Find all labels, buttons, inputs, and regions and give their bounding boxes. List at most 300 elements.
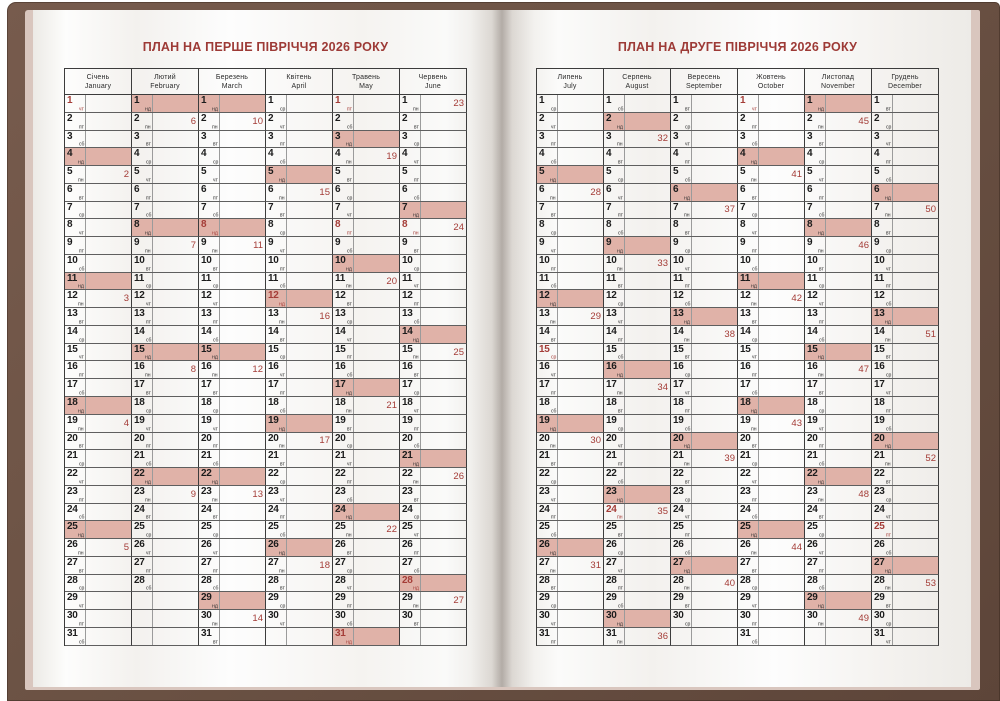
week-number: 49: [858, 613, 869, 625]
day-cell: [400, 468, 467, 486]
day-number-box: [333, 290, 354, 307]
weekday-label: пт: [550, 515, 556, 521]
notes-area: [354, 610, 399, 627]
day-number-box: [65, 113, 86, 130]
day-cell: [537, 397, 604, 415]
day-number-box: [604, 255, 625, 272]
weekday-label: ср: [818, 533, 824, 539]
day-cell: [65, 344, 132, 362]
day-cell: [199, 184, 266, 202]
day-cell: [400, 184, 467, 202]
day-number: 19: [539, 414, 550, 426]
notes-area: [86, 148, 131, 165]
notes-area: [692, 539, 737, 556]
weekday-label: вт: [146, 142, 151, 148]
empty-cell: [671, 628, 738, 646]
weekday-label: нд: [684, 319, 690, 325]
day-number: 13: [673, 308, 684, 320]
weekday-label: вт: [685, 355, 690, 361]
weekday-label: вт: [280, 337, 285, 343]
day-cell: [199, 628, 266, 646]
day-cell: [199, 397, 266, 415]
day-number-box: [872, 326, 893, 343]
day-number-box: [872, 521, 893, 538]
day-number: 1: [740, 95, 746, 106]
week-number: 19: [386, 151, 397, 163]
day-number-box: [805, 219, 826, 236]
day-number: 3: [539, 130, 545, 142]
notes-area: [86, 521, 131, 538]
day-number: 15: [807, 343, 818, 355]
weekday-label: нд: [818, 604, 824, 610]
weekday-label: вт: [752, 195, 757, 201]
month-name-uk: Травень: [351, 73, 381, 81]
day-number: 14: [807, 325, 818, 337]
week-number: 50: [925, 204, 936, 216]
day-cell: [872, 273, 939, 291]
day-number-box: [738, 148, 759, 165]
day-number: 1: [268, 95, 274, 106]
weekday-label: нд: [617, 248, 623, 254]
notes-area: [86, 273, 131, 290]
day-number: 5: [539, 166, 545, 178]
day-number-box: [805, 628, 826, 645]
weekday-label: вт: [347, 550, 352, 556]
day-cell: [738, 113, 805, 131]
day-number: 10: [134, 254, 145, 266]
day-number-box: [805, 504, 826, 521]
notes-area: [220, 468, 265, 485]
notes-area: [759, 415, 804, 432]
weekday-label: пт: [212, 195, 218, 201]
day-cell: [65, 202, 132, 220]
notes-area: [692, 379, 737, 396]
weekday-label: вт: [819, 142, 824, 148]
day-cell: [872, 184, 939, 202]
day-number-box: [65, 397, 86, 414]
notes-area: [220, 326, 265, 343]
day-cell: [65, 148, 132, 166]
weekday-label: чт: [685, 515, 690, 521]
day-number: 30: [673, 610, 684, 622]
day-cell: [671, 166, 738, 184]
day-number: 4: [201, 148, 207, 160]
weekday-label: нд: [684, 568, 690, 574]
day-number: 29: [673, 592, 684, 604]
day-cell: [65, 95, 132, 113]
weekday-label: нд: [751, 533, 757, 539]
month-name-uk: Червень: [418, 73, 448, 81]
day-number-box: [266, 504, 287, 521]
weekday-label: сб: [818, 461, 824, 468]
day-number: 18: [740, 397, 751, 409]
notes-area: [86, 539, 131, 556]
day-number-box: [604, 592, 625, 609]
week-number: 48: [858, 488, 869, 500]
day-cell: [400, 344, 467, 362]
notes-area: [86, 415, 131, 432]
day-number: 27: [539, 556, 550, 568]
day-cell: [604, 255, 671, 273]
day-number-box: [805, 237, 826, 254]
notes-area: [692, 326, 737, 343]
day-number: 12: [539, 290, 550, 302]
day-number-box: [738, 610, 759, 627]
day-number-box: [132, 131, 153, 148]
day-number: 22: [201, 468, 212, 480]
notes-area: [625, 397, 670, 414]
day-number-box: [872, 131, 893, 148]
weekday-label: сб: [346, 124, 352, 130]
weekday-label: нд: [818, 479, 824, 485]
month-name-uk: Квітень: [286, 73, 312, 81]
day-cell: [604, 610, 671, 628]
day-number-box: [872, 433, 893, 450]
notes-area: [86, 468, 131, 485]
weekday-label: ср: [617, 550, 623, 556]
day-number: 6: [402, 183, 408, 195]
day-cell: [872, 415, 939, 433]
weekday-label: пт: [550, 390, 556, 397]
notes-area: [625, 521, 670, 538]
day-number: 29: [874, 592, 885, 604]
day-cell: [400, 113, 467, 131]
day-cell: [537, 290, 604, 308]
weekday-label: ср: [684, 621, 690, 627]
weekday-label: сб: [550, 533, 556, 539]
weekday-label: пн: [885, 337, 891, 343]
day-cell: [400, 433, 467, 451]
day-number: 16: [606, 361, 617, 373]
day-number: 29: [201, 592, 212, 604]
day-cell: [65, 486, 132, 504]
day-cell: [872, 504, 939, 522]
notes-area: [692, 113, 737, 130]
day-number: 2: [606, 112, 612, 124]
day-cell: [738, 95, 805, 113]
day-number-box: [604, 290, 625, 307]
day-cell: [266, 255, 333, 273]
day-number-box: [65, 379, 86, 396]
weekday-label: чт: [347, 337, 352, 343]
day-cell: [537, 415, 604, 433]
notes-area: [287, 504, 332, 521]
day-cell: [199, 344, 266, 362]
weekday-label: пт: [684, 533, 690, 539]
notes-area: [287, 290, 332, 307]
day-number-box: [199, 184, 220, 201]
month-name-en: September: [685, 82, 723, 90]
day-number-box: [65, 557, 86, 574]
notes-area: [220, 361, 265, 378]
notes-area: [692, 361, 737, 378]
day-cell: [266, 202, 333, 220]
day-cell: [266, 610, 333, 628]
notes-area: [354, 504, 399, 521]
day-number-box: [400, 326, 421, 343]
notes-area: [692, 450, 737, 467]
notes-area: [220, 202, 265, 219]
notes-area: [692, 486, 737, 503]
week-number: 45: [858, 115, 869, 127]
day-number-box: [872, 219, 893, 236]
weekday-label: чт: [618, 195, 623, 201]
notes-area: [826, 468, 871, 485]
day-cell: [805, 592, 872, 610]
notes-area: [759, 610, 804, 627]
notes-area: [153, 219, 198, 236]
day-number-box: [266, 468, 287, 485]
day-number: 10: [67, 254, 78, 266]
weekday-label: пт: [885, 408, 891, 414]
day-number: 9: [673, 237, 679, 249]
notes-area: [421, 415, 466, 432]
notes-area: [558, 592, 603, 609]
day-number: 8: [134, 219, 140, 231]
day-number: 16: [335, 361, 346, 373]
weekday-label: сб: [617, 355, 623, 361]
weekday-label: чт: [79, 355, 84, 361]
month-header: [65, 69, 132, 95]
notes-area: [354, 184, 399, 201]
day-number: 1: [673, 95, 679, 106]
week-number: 18: [319, 559, 330, 571]
day-number: 4: [673, 148, 679, 160]
day-cell: [266, 237, 333, 255]
month-header: [738, 69, 805, 95]
notes-area: [692, 308, 737, 325]
day-number-box: [266, 433, 287, 450]
notes-area: [153, 113, 198, 130]
day-number: 9: [335, 237, 341, 249]
day-number: 19: [740, 414, 751, 426]
day-cell: [65, 450, 132, 468]
day-cell: [604, 95, 671, 113]
day-number-box: [671, 166, 692, 183]
day-number-box: [266, 255, 287, 272]
day-number: 21: [402, 450, 413, 462]
day-number: 13: [335, 308, 346, 320]
week-number: 31: [590, 559, 601, 571]
day-number-box: [199, 468, 220, 485]
notes-area: [893, 433, 938, 450]
notes-area: [86, 255, 131, 272]
first-half-plan: [64, 40, 467, 645]
day-cell: [333, 166, 400, 184]
day-number: 2: [268, 112, 274, 124]
day-number-box: [671, 504, 692, 521]
day-number: 27: [201, 556, 212, 568]
notes-area: [354, 450, 399, 467]
notes-area: [287, 557, 332, 574]
day-cell: [199, 610, 266, 628]
day-number-box: [400, 415, 421, 432]
notes-area: [558, 397, 603, 414]
weekday-label: пт: [78, 124, 84, 130]
weekday-label: ср: [212, 284, 218, 290]
day-cell: [400, 592, 467, 610]
day-number: 5: [606, 166, 612, 178]
day-number-box: [872, 628, 893, 645]
day-cell: [537, 468, 604, 486]
day-number: 30: [539, 610, 550, 622]
day-cell: [132, 379, 199, 397]
day-cell: [671, 219, 738, 237]
day-number-box: [333, 415, 354, 432]
weekday-label: чт: [819, 302, 824, 308]
day-number-box: [805, 450, 826, 467]
weekday-label: вт: [752, 568, 757, 574]
day-number: 6: [740, 183, 746, 195]
day-number: 10: [539, 254, 550, 266]
day-cell: [132, 308, 199, 326]
notes-area: [421, 628, 466, 645]
day-number: 6: [606, 183, 612, 195]
day-number: 15: [606, 343, 617, 355]
day-number: 18: [134, 397, 145, 409]
day-number-box: [199, 237, 220, 254]
weekday-label: нд: [751, 408, 757, 414]
day-number: 26: [874, 539, 885, 551]
notes-area: [558, 450, 603, 467]
weekday-label: сб: [550, 284, 556, 290]
week-number: 10: [252, 115, 263, 127]
notes-area: [287, 237, 332, 254]
day-number: 14: [606, 325, 617, 337]
day-cell: [199, 450, 266, 468]
notes-area: [826, 539, 871, 556]
notes-area: [759, 592, 804, 609]
day-number-box: [872, 184, 893, 201]
day-number-box: [400, 344, 421, 361]
day-cell: [671, 592, 738, 610]
weekday-label: пн: [751, 302, 757, 308]
notes-area: [86, 326, 131, 343]
day-number: 24: [134, 503, 145, 515]
notes-area: [558, 486, 603, 503]
day-number-box: [537, 184, 558, 201]
notes-area: [759, 468, 804, 485]
notes-area: [86, 237, 131, 254]
day-number-box: [333, 344, 354, 361]
day-number: 18: [402, 397, 413, 409]
day-cell: [671, 131, 738, 149]
day-number-box: [537, 557, 558, 574]
day-number: 25: [335, 521, 346, 533]
day-number: 8: [740, 219, 746, 231]
day-number: 7: [335, 201, 341, 213]
day-cell: [65, 468, 132, 486]
day-cell: [537, 450, 604, 468]
day-number: 22: [134, 468, 145, 480]
day-number: 3: [201, 130, 207, 142]
day-number: 2: [807, 112, 813, 124]
day-number-box: [65, 468, 86, 485]
weekday-label: сб: [413, 195, 419, 201]
day-number-box: [65, 290, 86, 307]
day-cell: [671, 290, 738, 308]
weekday-label: пт: [346, 479, 352, 485]
day-number: 19: [673, 414, 684, 426]
day-number-box: [333, 166, 354, 183]
day-cell: [604, 166, 671, 184]
day-number-box: [199, 113, 220, 130]
day-number: 25: [67, 521, 78, 533]
day-number-box: [738, 237, 759, 254]
notes-area: [86, 557, 131, 574]
day-number-box: [872, 95, 893, 112]
empty-cell: [266, 628, 333, 646]
weekday-label: пн: [818, 621, 824, 627]
day-number: 4: [402, 148, 408, 160]
day-number: 19: [134, 414, 145, 426]
day-cell: [872, 131, 939, 149]
day-number-box: [65, 486, 86, 503]
day-number: 1: [67, 95, 73, 106]
weekday-label: пн: [550, 444, 556, 450]
day-cell: [266, 450, 333, 468]
day-number-box: [537, 539, 558, 556]
day-number: 5: [673, 166, 679, 178]
notes-area: [287, 397, 332, 414]
day-number-box: [738, 273, 759, 290]
day-cell: [604, 361, 671, 379]
day-cell: [65, 379, 132, 397]
weekday-label: нд: [279, 426, 285, 432]
day-number: 26: [268, 539, 279, 551]
day-cell: [671, 184, 738, 202]
day-number: 31: [874, 627, 885, 639]
notes-area: [625, 486, 670, 503]
day-number-box: [400, 166, 421, 183]
day-cell: [872, 308, 939, 326]
day-number-box: [604, 113, 625, 130]
day-number: 16: [134, 361, 145, 373]
day-cell: [604, 539, 671, 557]
notes-area: [558, 202, 603, 219]
day-cell: [65, 557, 132, 575]
notes-area: [759, 166, 804, 183]
day-cell: [604, 628, 671, 646]
day-number-box: [132, 397, 153, 414]
notes-area: [759, 628, 804, 645]
day-number-box: [199, 415, 220, 432]
notes-area: [893, 255, 938, 272]
day-cell: [65, 237, 132, 255]
day-number-box: [604, 468, 625, 485]
day-cell: [671, 379, 738, 397]
weekday-label: нд: [413, 213, 419, 219]
month-header: [333, 69, 400, 95]
day-number-box: [805, 539, 826, 556]
weekday-label: сб: [346, 497, 352, 503]
day-cell: [537, 344, 604, 362]
notes-area: [354, 628, 399, 645]
day-number: 14: [740, 325, 751, 337]
week-number: 26: [453, 470, 464, 482]
day-cell: [604, 397, 671, 415]
day-number: 20: [807, 432, 818, 444]
notes-area: [759, 219, 804, 236]
day-number: 10: [335, 254, 346, 266]
empty-cell: [400, 628, 467, 646]
weekday-label: пт: [550, 266, 556, 272]
day-cell: [671, 486, 738, 504]
day-number-box: [872, 308, 893, 325]
day-cell: [537, 539, 604, 557]
day-number-box: [199, 290, 220, 307]
day-number: 29: [539, 592, 550, 604]
